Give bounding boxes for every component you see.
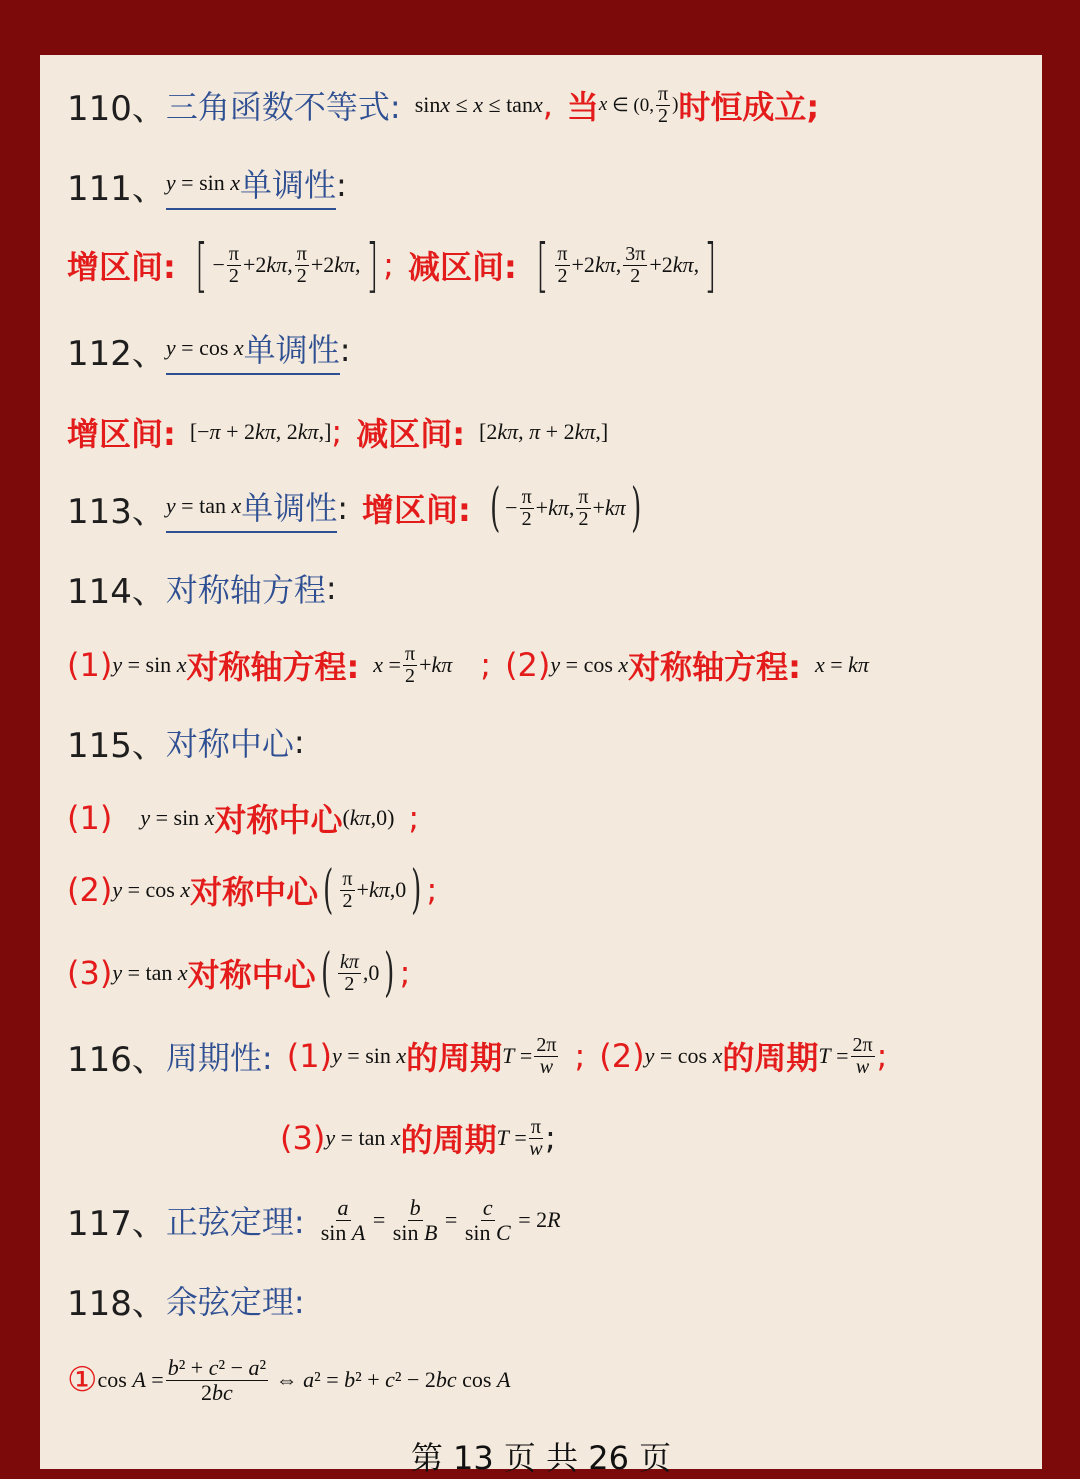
item-heading: y = tan x 单调性 [166, 483, 337, 533]
part-2-answer: x = kπ [814, 652, 869, 677]
decrease-interval: [ $\frac{\pi}{2}$ +2 kπ , $\frac{3\pi}{2}$ +2 kπ , ] [535, 231, 717, 299]
condition-suffix: 时恒成立; [678, 88, 820, 126]
page-footer: 第 13 页 共 26 页 [410, 1439, 672, 1477]
cosine-law-formula: cos A = $\frac{\text{b² + c² − a²}}{2bc}$ ⇔ a ² = b ² + c ² − 2 bc cos A [97, 1355, 511, 1405]
item-number: 117、 [67, 1203, 166, 1244]
part-1-label: (1) [67, 646, 113, 684]
part-3-period: T = $\frac{\pi}{w}$ [496, 1115, 543, 1160]
semicolon: ; [426, 871, 438, 909]
item-111: 111、 y = sin x 单调性 : [67, 150, 347, 220]
part-1-function: y = sin x [140, 805, 215, 830]
item-title: 余弦定理: [165, 1283, 305, 1321]
item-heading: y = sin x 单调性 [166, 160, 336, 210]
semicolon: ; [480, 646, 492, 684]
item-title: 正弦定理: [165, 1203, 305, 1241]
part-3-label: (3) [280, 1119, 326, 1157]
part-1-title: 对称中心 [214, 801, 343, 839]
item-115-part-2 [67, 855, 437, 925]
inequality-formula: sin x ≤ x ≤ tan x [414, 92, 543, 117]
item-title: 对称轴方程 [165, 571, 326, 609]
item-112: 112、 y = cos x 单调性 : [67, 315, 350, 385]
part-1-period: T = $\frac{2\pi}{w}$ [502, 1033, 557, 1078]
part-1-function: y = sin x [332, 1043, 407, 1068]
part-2-function: y = cos x [644, 1043, 723, 1068]
semicolon: ; [574, 1037, 586, 1075]
semicolon: ; [399, 954, 411, 992]
comma: , [542, 86, 553, 124]
semicolon: ; [331, 413, 343, 451]
part-3-title: 对称中心 [187, 956, 316, 994]
increase-interval: ( − $\frac{\pi}{2}$ + kπ , $\frac{\pi}{2}$ + kπ ) [489, 478, 641, 538]
part-2-title: 对称轴方程: [628, 648, 801, 686]
item-115-part-1 [67, 783, 419, 853]
item-number: 111、 [67, 168, 166, 209]
increase-label: 增区间: [67, 415, 176, 453]
item-number: 118、 [67, 1283, 166, 1324]
item-title: 单调性 [241, 489, 338, 527]
item-number: 112、 [67, 333, 166, 374]
condition-prefix: 当 [566, 88, 599, 126]
circled-one: ① [67, 1360, 98, 1400]
part-2-period: T = $\frac{2\pi}{w}$ [818, 1033, 873, 1078]
item-title: 三角函数不等式: [165, 88, 401, 126]
part-1-title: 的周期 [406, 1039, 503, 1077]
decrease-label: 减区间: [356, 415, 466, 453]
part-1-label: (1) [286, 1037, 333, 1075]
part-1-label: (1) [67, 799, 113, 837]
increase-interval: [− π + 2 kπ , 2 kπ ,] [189, 419, 332, 444]
item-number: 113、 [67, 491, 166, 532]
part-2-function: y = cos x [112, 877, 191, 902]
part-1-title: 对称轴方程: [186, 648, 360, 686]
document-page [40, 55, 1042, 1477]
item-117 [67, 1185, 561, 1255]
part-2-label: (2) [599, 1037, 645, 1075]
item-title: 单调性 [243, 331, 340, 369]
part-3-function: y = tan x [325, 1125, 401, 1150]
part-3-label: (3) [67, 954, 113, 992]
item-112-intervals [67, 397, 608, 467]
semicolon: ; [544, 1119, 556, 1157]
item-heading: y = cos x 单调性 [166, 325, 340, 375]
item-118 [67, 1265, 305, 1335]
semicolon: ; [876, 1037, 888, 1075]
condition-math: x ∈ (0, $\frac{\pi}{2}$ ) [598, 82, 679, 127]
item-title: 周期性: [165, 1039, 273, 1077]
increase-interval: [ − $\frac{\pi}{2}$ +2 kπ , $\frac{\pi}{2}$ +2 kπ , ] [194, 231, 379, 299]
item-title: 单调性 [240, 166, 337, 204]
part-3-title: 的周期 [400, 1121, 497, 1159]
semicolon: ; [383, 246, 394, 284]
part-3-center: ( $\frac{k\pi}{2}$ ,0 ) [320, 943, 395, 1003]
part-2-label: (2) [505, 646, 551, 684]
increase-label: 增区间: [362, 491, 471, 529]
part-2-title: 对称中心 [190, 873, 319, 911]
decrease-label: 减区间: [407, 248, 517, 286]
sine-law-formula: $\frac{a}{\text{sin A}}$ = $\frac{b}{\text{sin B}}$ = $\frac{c}{\text{sin C}}$ = 2 R [320, 1195, 561, 1245]
item-116 [67, 1021, 887, 1091]
decrease-interval: [2 kπ , π + 2 kπ ,] [479, 419, 609, 444]
item-118-formula [67, 1345, 510, 1415]
item-115: 115、 对称中心 : [67, 707, 305, 777]
increase-label: 增区间: [67, 248, 176, 286]
part-2-label: (2) [67, 871, 113, 909]
item-111-intervals [67, 230, 722, 300]
part-2-function: y = cos x [550, 652, 629, 677]
item-110 [67, 70, 819, 140]
item-title: 对称中心 [165, 725, 294, 763]
part-2-center: ( $\frac{\pi}{2}$ + kπ ,0 ) [323, 860, 422, 920]
semicolon: ; [408, 799, 420, 837]
part-3-function: y = tan x [112, 960, 188, 985]
item-114-details [67, 630, 869, 700]
item-number: 114、 [67, 571, 166, 612]
item-number: 116、 [67, 1039, 166, 1080]
part-1-center: ( kπ ,0) [342, 805, 395, 830]
item-115-part-3 [67, 938, 410, 1008]
item-116-part-3 [280, 1103, 556, 1173]
part-1-answer: x = $\frac{\pi}{2}$ + kπ [373, 642, 453, 687]
item-number: 110、 [67, 88, 166, 129]
part-2-title: 的周期 [722, 1039, 819, 1077]
part-1-function: y = sin x [112, 652, 187, 677]
item-113: 113、 y = tan x 单调性 : 增区间: ( − $\frac{\pi}{2}$ + kπ , $\frac{\pi}{2}$ + kπ ) [67, 473, 646, 543]
item-114: 114、 对称轴方程 : [67, 553, 337, 623]
item-number: 115、 [67, 725, 166, 766]
